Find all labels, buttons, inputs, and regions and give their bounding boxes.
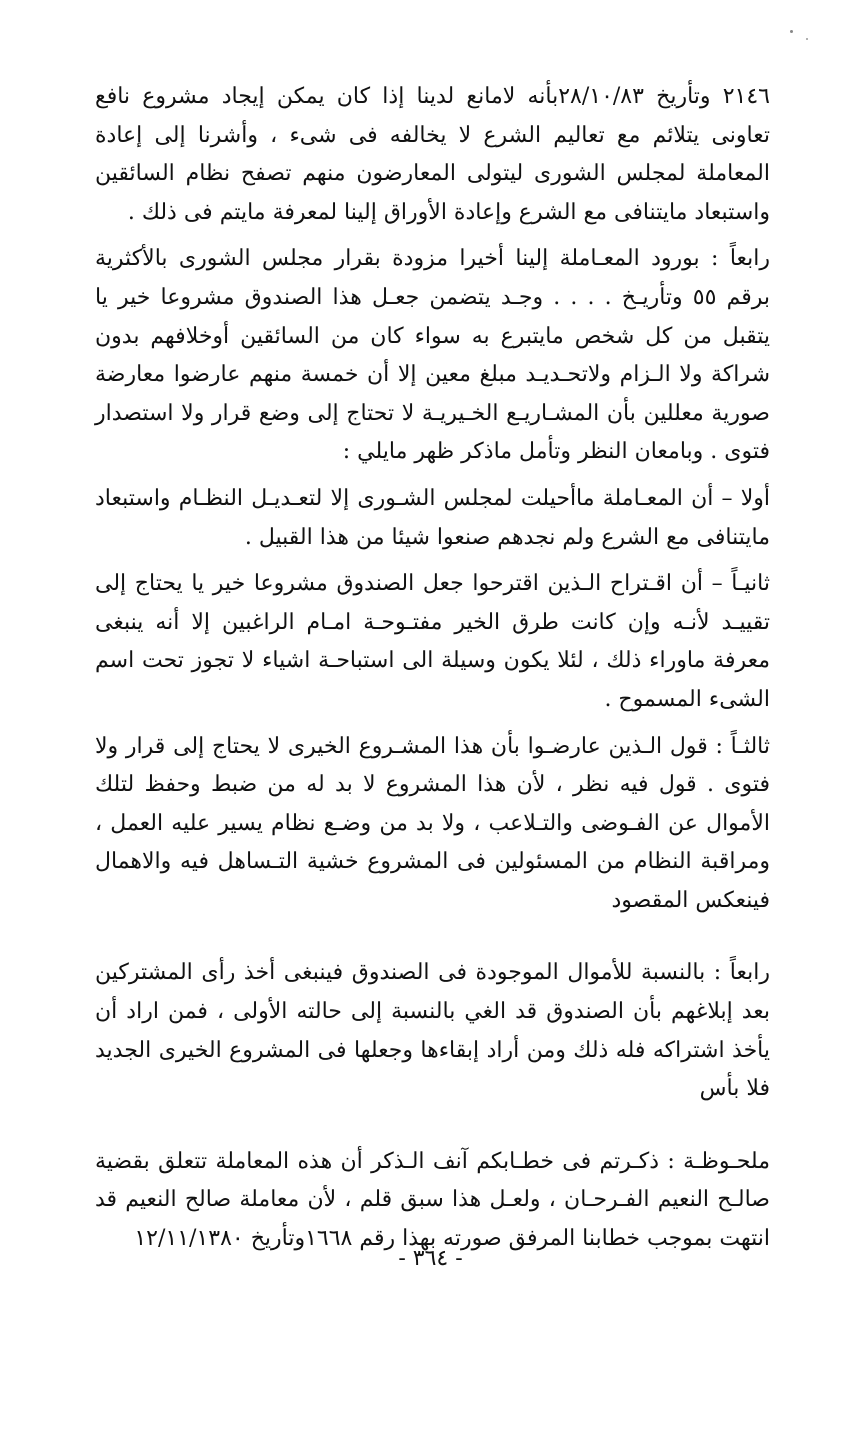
- paragraph-gap: [95, 557, 770, 565]
- paragraph-gap: [95, 1109, 770, 1143]
- paragraph-gap: [95, 232, 770, 240]
- scan-speck: [806, 38, 808, 40]
- paragraph-gap: [95, 472, 770, 480]
- document-body: [95, 78, 770, 1259]
- paragraph-rabian-1: رابعاً : بورود المعـاملة إلينا أخيرا مزودة بقرار مجلس الشورى بالأكثرية برقم ٥٥ وتأريـخ . . . . وجـد يتضمن جعـل هذا الصندوق مشروعا خير يا يتقبل من كل شخص مايتبرع به سواء كان من السائقين أوخلافهم بدون شراكة ولا الـزام ولاتحـديـد مبلغ معين إلا أن خمسة منهم عارضوا معارضة صورية معللين بأن المشـاريـع الخـيريـة لا تحتاج إلى وضع قرار ولا استصدار فتوى . وبامعان النظر وتأمل ماذكر ظهر مايلي :: [95, 246, 771, 465]
- page-number: - ٣٦٤ -: [398, 1246, 463, 1271]
- paragraph-thalithan: ثالثـاً : قول الـذين عارضـوا بأن هذا المشـروع الخيرى لا يحتاج إلى قرار ولا فتوى . قول فيه نظر ، لأن هذا المشروع لا بد له من ضبط وحفظ لتلك الأموال عن الفـوضى والتـلاعب ، ولا بد من وضـع نظام يسير عليه العمل ، ومراقبة النظام من المسئولين فى المشروع خشية التـساهل فيه والاهمال فينعكس المقصود: [95, 733, 770, 913]
- paragraph-intro: ٢١٤٦ وتأريخ ٢٨/١٠/٨٣بأنه لامانع لدينا إذا كان يمكن إيجاد مشروع نافع تعاونى يتلائم مع تعاليم الشرع لا يخالفه فى شىء ، وأشرنا إلى إعادة المعاملة لمجلس الشورى ليتولى المعارضون منهم تصفح نظام السائقين واستبعاد مايتنافى مع الشرع وإعادة الأوراق إلينا لمعرفة مايتم فى ذلك .: [95, 84, 770, 225]
- paragraph-gap: [95, 720, 770, 728]
- paragraph-awwalan: أولا – أن المعـاملة ماأحيلت لمجلس الشـورى إلا لتعـديـل النظـام واستبعاد مايتنافى مع الشرع ولم نجدهم صنعوا شيئا من هذا القبيل .: [95, 485, 770, 550]
- paragraph-thaniyan: ثانيـاً – أن اقـتراح الـذين اقترحوا جعل الصندوق مشروعا خير يا يحتاج إلى تقييـد لأنـه وإن كانت طرق الخير مفتـوحـة امـام الراغبين إلا أنه ينبغى معرفة ماوراء ذلك ، لئلا يكون وسيلة الى استباحـة اشياء لا تجوز تحت اسم الشىء المسموح .: [95, 571, 770, 712]
- paragraph-gap: [95, 920, 770, 954]
- paragraph-rabian-2: رابعاً : بالنسبة للأموال الموجودة فى الصندوق فينبغى أخذ رأى المشتركين بعد إبلاغهم بأن الصندوق قد الغي بالنسبة إلى حالته الأولى ، فمن اراد أن يأخذ اشتراكه فله ذلك ومن أراد إبقاءها وجعلها فى المشروع الخيرى الجديد فلا بأس: [95, 960, 770, 1102]
- paragraph-note: ملحـوظـة : ذكـرتم فى خطـابكم آنف الـذكر أن هذه المعاملة تتعلق بقضية صالـح النعيم الفـرحـان ، ولعـل هذا سبق قلم ، لأن معاملة صالح النعيم قد انتهت بموجب خطابنا المرفق صورته بهذا رقم ١٦٦٨وتأريخ ١٢/١١/١٣٨٠: [95, 1148, 770, 1252]
- scan-speck: [790, 30, 793, 33]
